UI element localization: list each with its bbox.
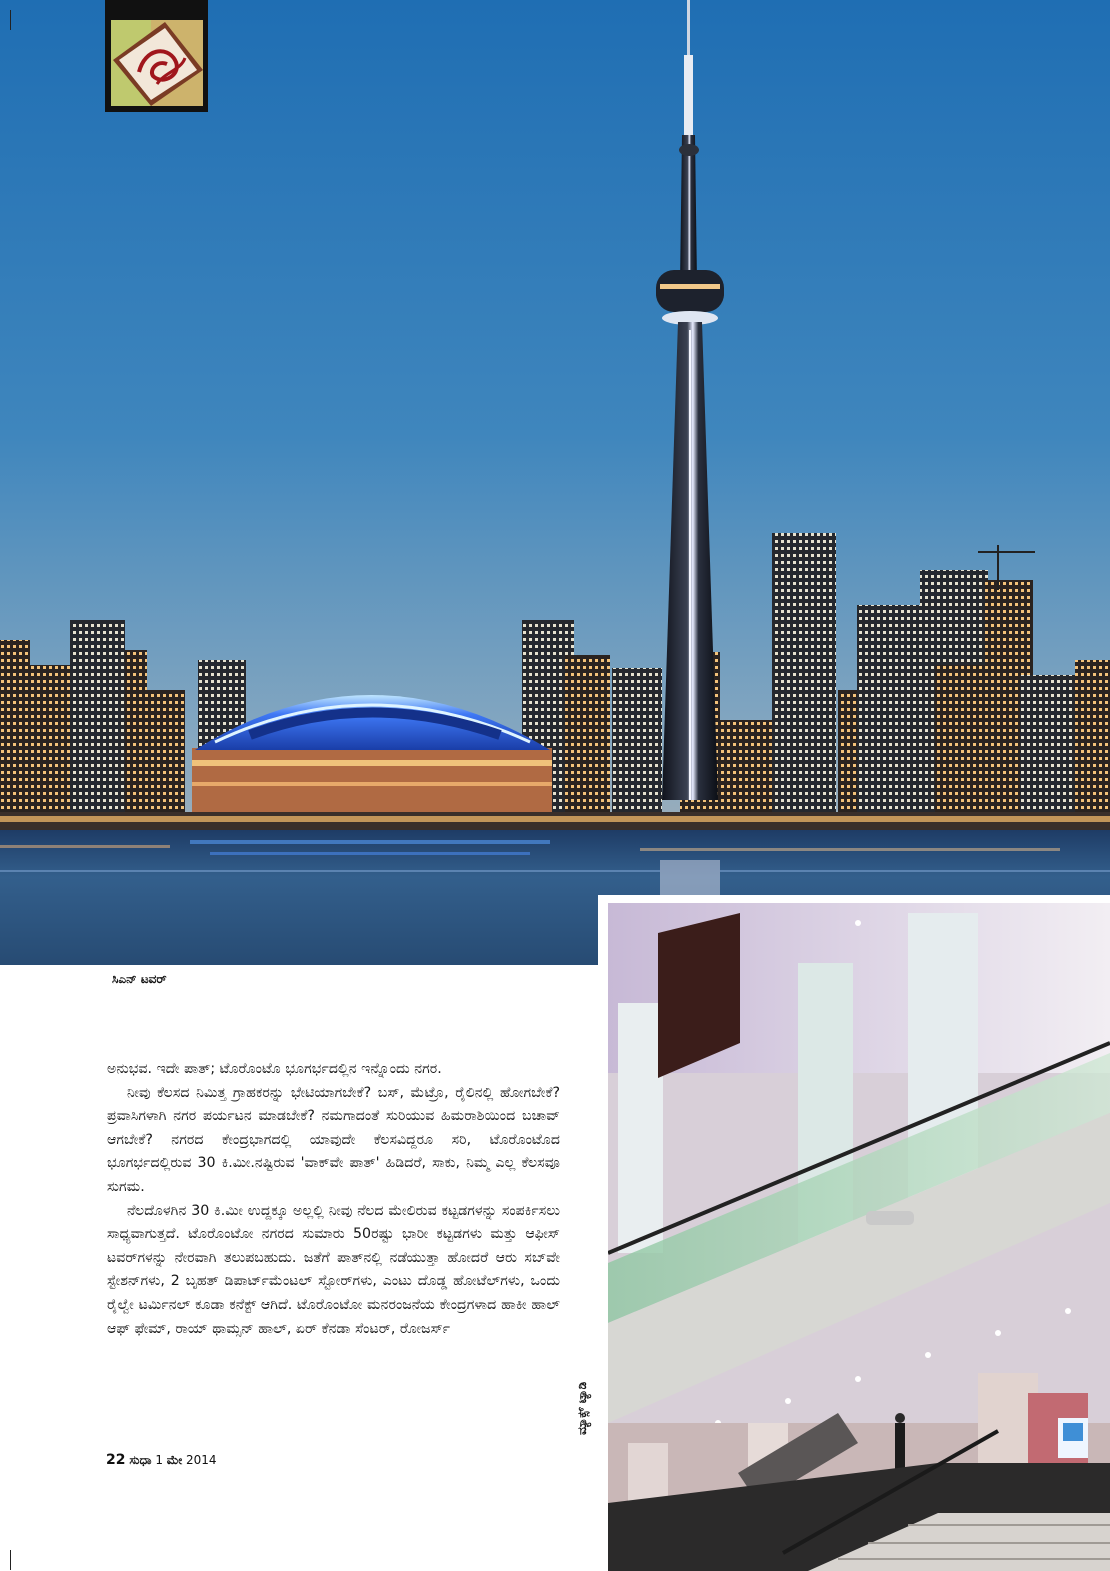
issue-month: ಮೇ xyxy=(166,1453,183,1467)
photo-credit: ಮ್ಯಾಕ್ಸ್ ಟ್ಯಾಡಿ xyxy=(575,1381,589,1435)
page-number: 22 xyxy=(106,1452,126,1468)
article-paragraph: ನೀವು ಕೆಲಸದ ನಿಮಿತ್ತ ಗ್ರಾಹಕರನ್ನು ಭೇಟಿಯಾಗಬೇಕೆ? ಬಸ್, ಮೆಟ್ರೊ, ರೈಲಿನಲ್ಲಿ ಹೋಗಬೇಕೆ? ಪ್ರವಾಸಿಗಳಾಗಿ ನಗರ ಪರ್ಯಟನ ಮಾಡಬೇಕೆ? ನಮಗಾದಂತೆ ಸುರಿಯುವ ಹಿಮರಾಶಿಯಿಂದ ಬಚಾವ್ ಆಗಬೇಕೆ? ನಗರದ ಕೇಂದ್ರಭಾಗದಲ್ಲಿ ಯಾವುದೇ ಕೆಲಸವಿದ್ದರೂ ಸರಿ, ಟೊರೊಂಟೊದ ಭೂಗರ್ಭದಲ್ಲಿರುವ 30 ಕಿ.ಮೀ.ನಷ್ಟಿರುವ 'ವಾಕ್‌ವೇ ಪಾತ್' ಹಿಡಿದರೆ, ಸಾಕು, ನಿಮ್ಮ ಎಲ್ಲ ಕೆಲಸವೂ ಸುಗಮ. xyxy=(107,1084,560,1195)
article-paragraph: ನೆಲದೊಳಗಿನ 30 ಕಿ.ಮೀ ಉದ್ದಕ್ಕೂ ಅಲ್ಲಲ್ಲಿ ನೀವು ನೆಲದ ಮೇಲಿರುವ ಕಟ್ಟಡಗಳನ್ನು ಸಂಪರ್ಕಿಸಲು ಸಾಧ್ಯವಾಗುತ್ತದೆ. ಟೊರೊಂಟೋ ನಗರದ ಸುಮಾರು 50ರಷ್ಟು ಭಾರೀ ಕಟ್ಟಡಗಳು ಮತ್ತು ಆಫೀಸ್ ಟವರ್‌ಗಳನ್ನು ನೇರವಾಗಿ ತಲುಪಬಹುದು. ಜತೆಗೆ ಪಾತ್‌ನಲ್ಲಿ ನಡೆಯುತ್ತಾ ಹೋದರೆ ಆರು ಸಬ್‌ವೇ ಸ್ಟೇಶನ್‌ಗಳು, 2 ಬೃಹತ್ ಡಿಪಾರ್ಟ್‌ಮೆಂಟಲ್ ಸ್ಟೋರ್‌ಗಳು, ಎಂಟು ದೊಡ್ಡ ಹೋಟೆಲ್‌ಗಳು, ಒಂದು ರೈಲ್ವೇ ಟರ್ಮಿನಲ್ ಕೂಡಾ ಕನೆಕ್ಟ್ ಆಗಿದೆ. ಟೊರೊಂಟೋ ಮನರಂಜನೆಯ ಕೇಂದ್ರಗಳಾದ ಹಾಕೀ ಹಾಲ್ ಆಫ್ ಫೇಮ್, ರಾಯ್ ಥಾಮ್ಸನ್ ಹಾಲ್, ಏರ್ ಕೆನಡಾ ಸೆಂಟರ್, ರೋಜರ್ಸ್ xyxy=(107,1202,560,1337)
inset-photo-frame xyxy=(598,895,1110,1571)
page-folio xyxy=(106,1452,217,1468)
article-paragraph: ಅನುಭವ. ಇದೇ ಪಾತ್; ಟೊರೊಂಟೊ ಭೂಗರ್ಭದಲ್ಲಿನ ಇನ್ನೊಂದು ನಗರ. xyxy=(107,1061,442,1077)
issue-day: 1 xyxy=(155,1453,163,1467)
inset-photo-atrium xyxy=(608,903,1110,1571)
crop-mark-bottom-left xyxy=(0,1550,11,1570)
magazine-name: ಸುಧಾ xyxy=(129,1453,152,1467)
crop-mark-top-left xyxy=(0,10,11,30)
section-logo xyxy=(105,0,208,112)
issue-year: 2014 xyxy=(185,1453,217,1467)
photo-caption: ಸಿಎನ್ ಟವರ್ xyxy=(112,972,167,986)
article-body xyxy=(107,1058,560,1341)
